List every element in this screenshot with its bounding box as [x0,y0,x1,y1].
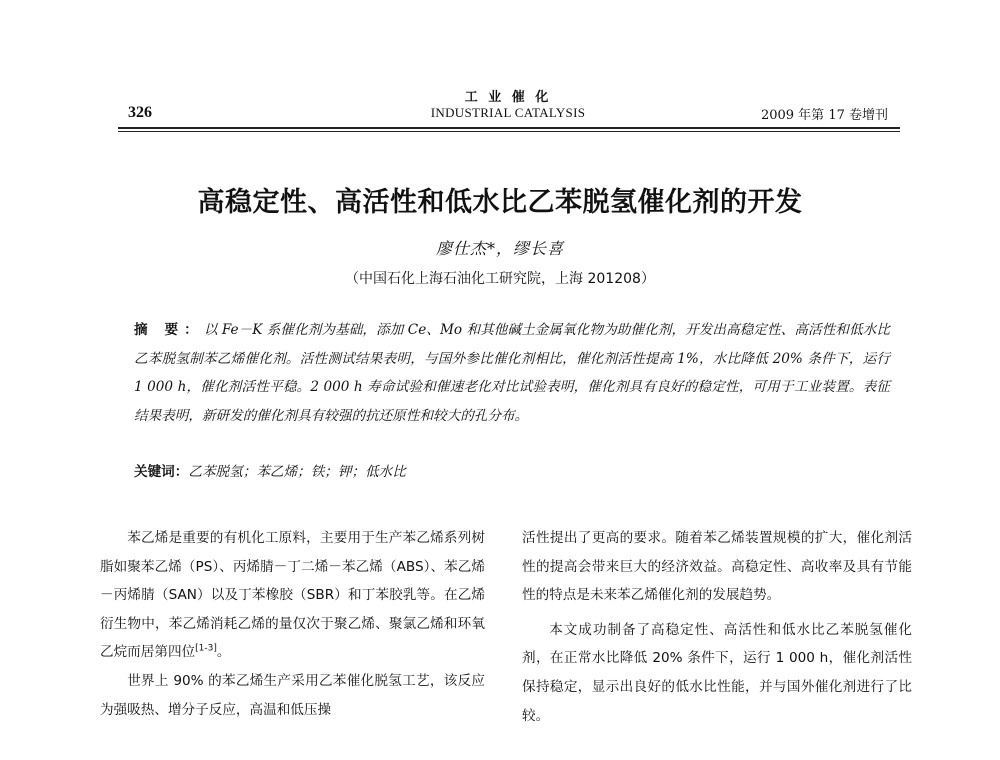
keywords-label: 关键词： [134,464,189,480]
authors: 廖仕杰*，缪长喜 [435,239,564,258]
paragraph-text: 苯乙烯是重要的有机化工原料，主要用于生产苯乙烯系列树脂如聚苯乙烯（PS）、丙烯腈－丁二烯－苯乙烯（ABS）、苯乙烯－丙烯腈（SAN）以及丁苯橡胶（SBR）和丁苯胶乳等。在乙烯衍生物中，苯乙烯消耗乙烯的量仅次于聚乙烯、聚氯乙烯和环氧乙烷而居第四位 [100,530,485,661]
article-title: 高稳定性、高活性和低水比乙苯脱氢催化剂的开发 [197,187,803,218]
abstract-label: 摘 要： [134,322,204,338]
affiliation: （中国石化上海石油化工研究院，上海 201208） [345,271,655,287]
keywords-text: 乙苯脱氢；苯乙烯；铁；钾；低水比 [188,464,406,480]
header-rule-thin [118,131,900,132]
paragraph-text: 活性提出了更高的要求。随着苯乙烯装置规模的扩大，催化剂活性的提高会带来巨大的经济效益。高稳定性、高收率及具有节能性的特点是未来苯乙烯催化剂的发展趋势。 [522,530,912,604]
citation-ref[interactable]: [1-3] [195,643,217,654]
page-number: 326 [128,104,152,121]
paragraph-end: 。 [216,644,231,661]
abstract-text: 以 Fe－K 系催化剂为基础，添加 Ce、Mo 和其他碱土金属氧化物为助催化剂，开发出高稳定性、高活性和低水比乙苯脱氢制苯乙烯催化剂。活性测试结果表明，与国外参比催化剂相比，催化剂活性提高 1%，水比降低 20% 条件下，运行 1 000 h，催化剂活性平稳。2 000 h 寿命试验和催速老化对比试验表明，催化剂具有良好的稳定性，可用于工业装置。表征结果表明，新研发的催化剂具有较强的抗还原性和较大的孔分布。 [134,322,891,424]
paragraph-text: 本文成功制备了高稳定性、高活性和低水比乙苯脱氢催化剂，在正常水比降低 20% 条件下，运行 1 000 h，催化剂活性保持稳定，显示出良好的低水比性能，并与国外催化剂进行了比较。 [522,621,912,724]
body-paragraph [100,667,485,724]
journal-name-cn: 工 业 催 化 [464,90,552,105]
journal-name-en: INDUSTRIAL CATALYSIS [430,105,586,120]
paragraph-text: 世界上 90% 的苯乙烯生产采用乙苯催化脱氢工艺，该反应为强吸热、增分子反应，高温和低压操 [100,672,485,718]
body-paragraph [522,524,912,610]
issue-info: 2009 年第 17 卷增刊 [760,108,888,123]
keywords [134,460,890,480]
body-column-left [100,524,485,724]
body-paragraph [100,524,485,667]
header-rule [118,127,900,129]
body-column-right [522,524,912,730]
running-header [128,86,888,126]
body-paragraph [522,616,912,730]
abstract [134,316,890,430]
